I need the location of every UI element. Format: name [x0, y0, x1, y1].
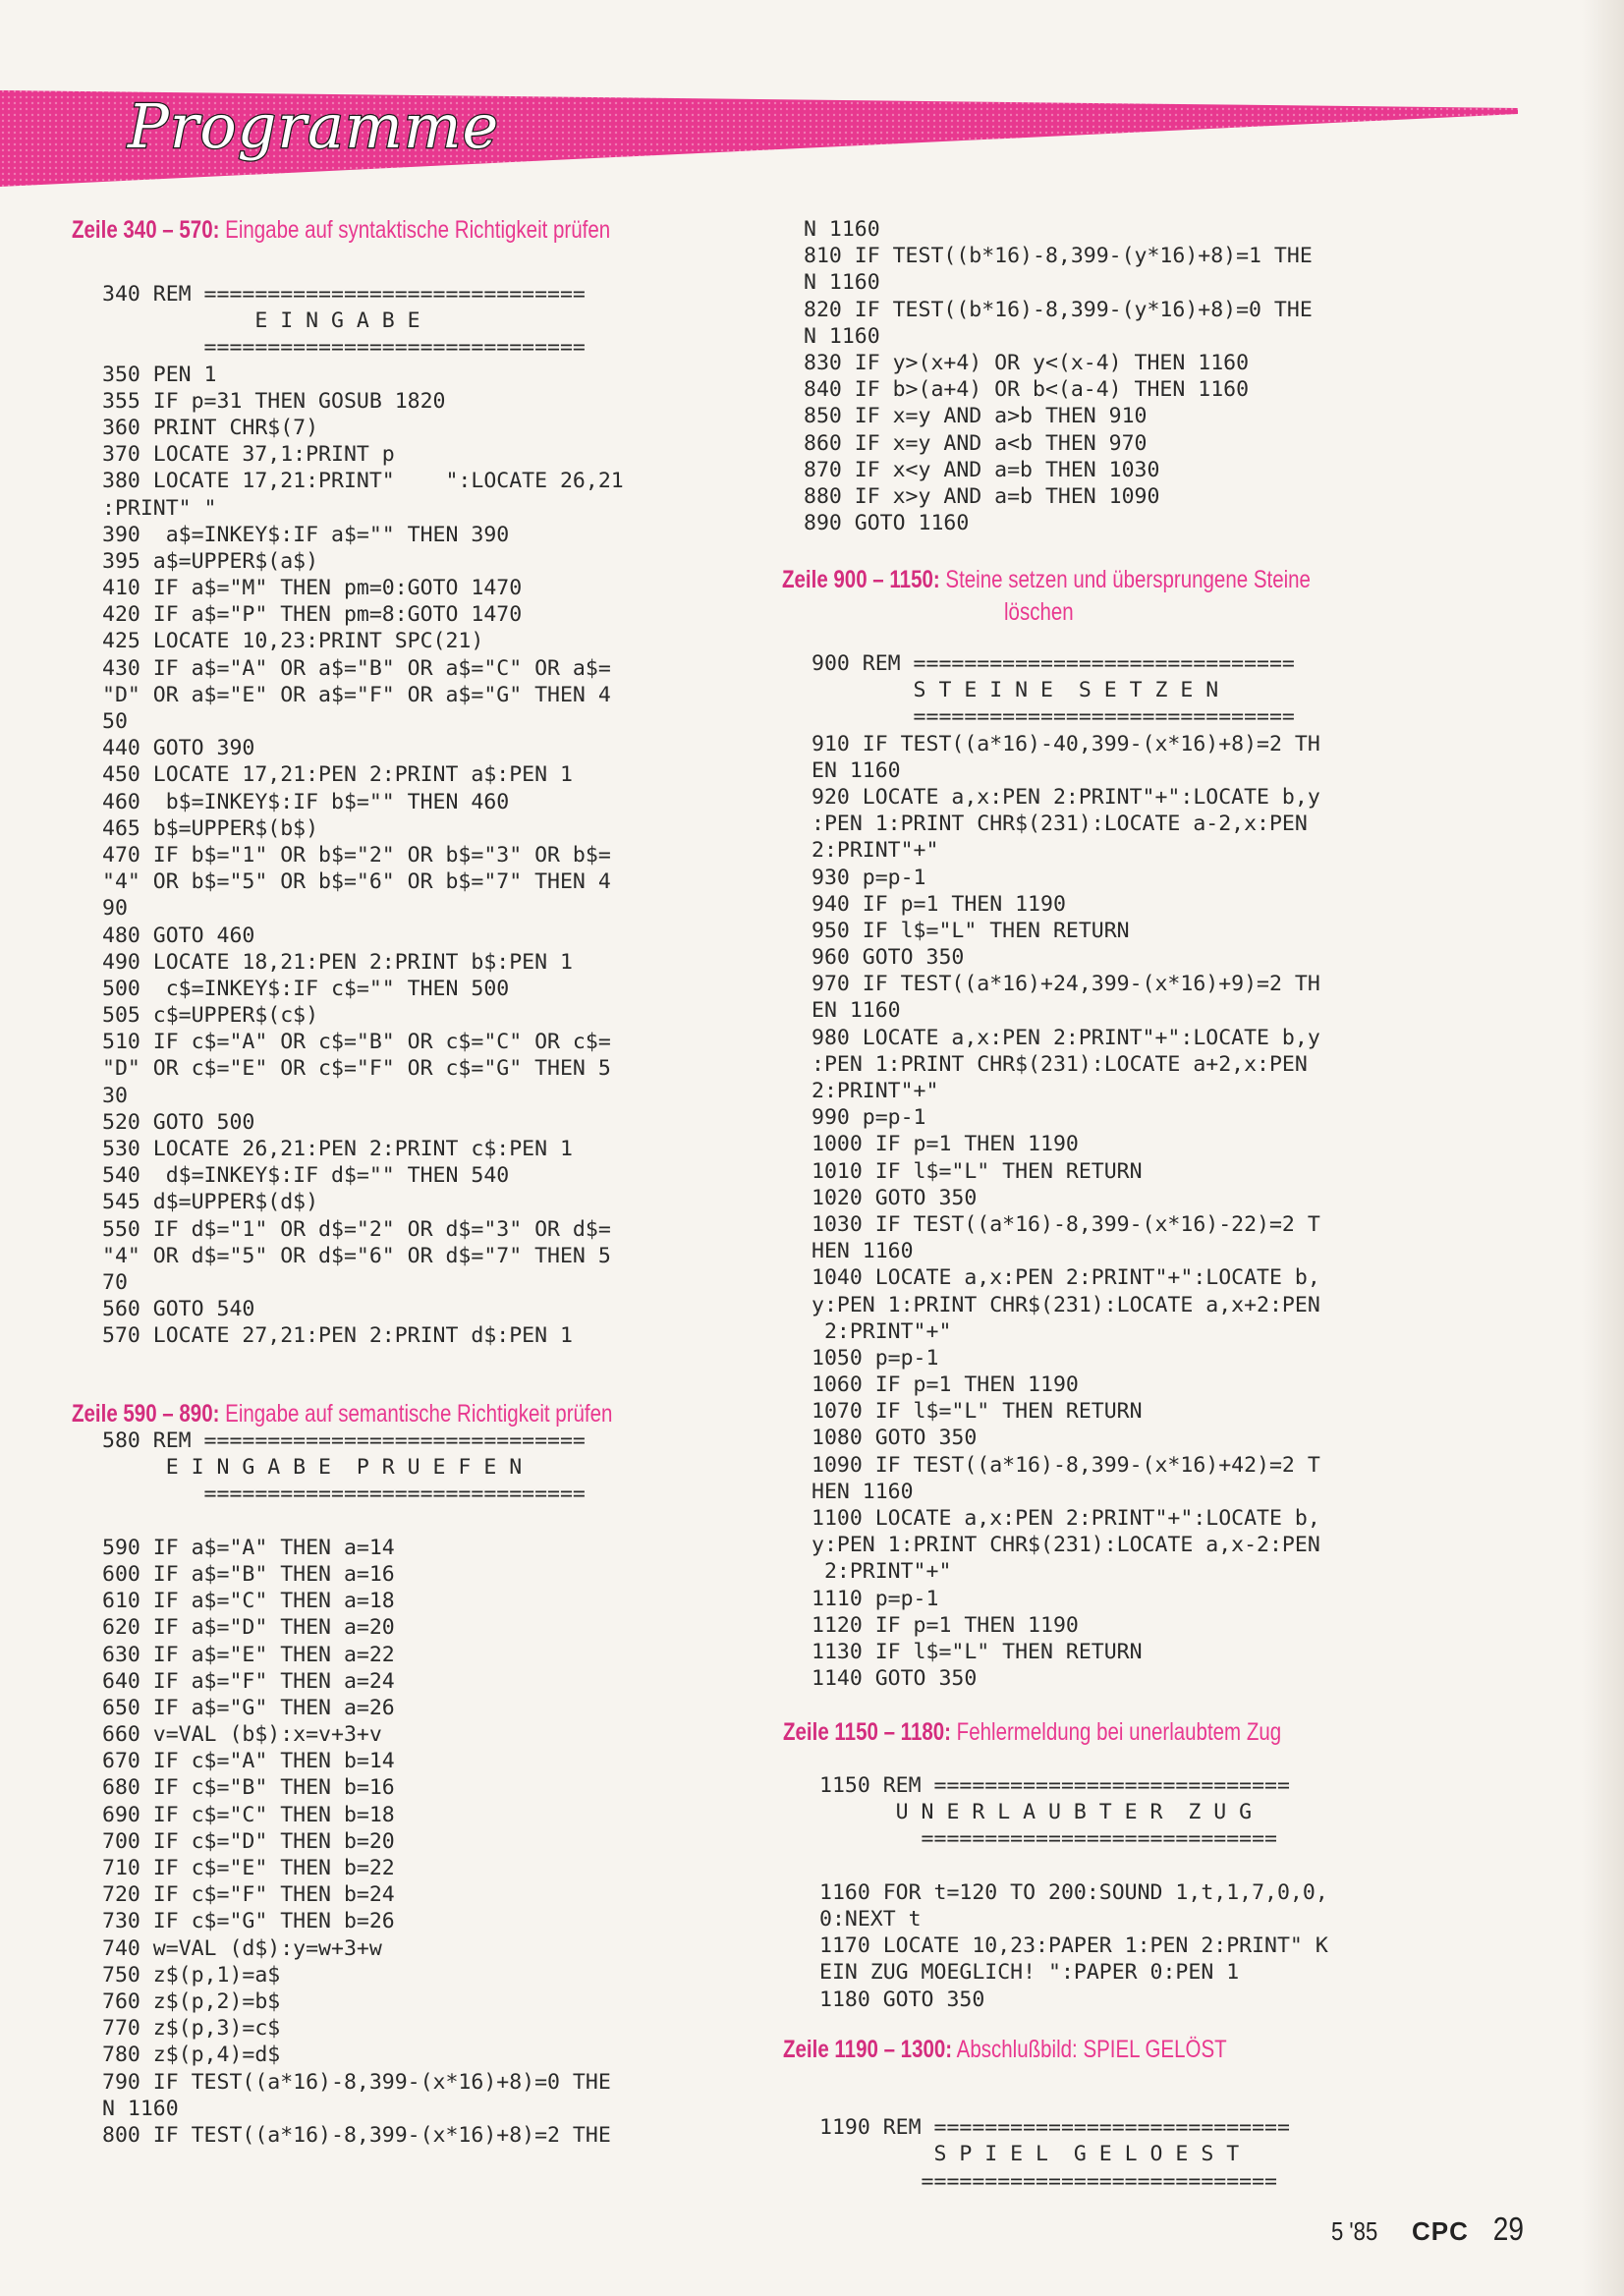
code-line: 1130 IF l$="L" THEN RETURN	[812, 1639, 1143, 1664]
code-line: 50	[102, 709, 128, 734]
code-block-3	[804, 216, 1313, 536]
code-line: 710 IF c$="E" THEN b=22	[102, 1856, 395, 1880]
code-line: 1170 LOCATE 10,23:PAPER 1:PEN 2:PRINT" K	[819, 1933, 1328, 1959]
code-block-2	[102, 1428, 611, 2149]
section-title: Programme	[128, 90, 500, 162]
heading-text: Eingabe auf semantische Richtigkeit prüfen	[225, 1400, 613, 1428]
code-line: 660 v=VAL (b$):x=v+3+v	[102, 1722, 382, 1748]
code-line: 510 IF c$="A" OR c$="B" OR c$="C" OR c$=	[102, 1030, 611, 1055]
heading-text: Abschlußbild: SPIEL GELÖST	[956, 2036, 1227, 2063]
code-line: 450 LOCATE 17,21:PEN 2:PRINT a$:PEN 1	[102, 762, 573, 788]
code-line	[819, 2088, 1290, 2114]
code-line: 570 LOCATE 27,21:PEN 2:PRINT d$:PEN 1	[102, 1323, 573, 1349]
code-line: E I N G A B E P R U E F E N	[102, 1455, 523, 1481]
heading-text: Eingabe auf syntaktische Richtigkeit prüfen	[225, 216, 611, 244]
page-footer	[1331, 2211, 1527, 2248]
code-line: 0:NEXT t	[819, 1906, 922, 1932]
magazine-name: CPC	[1412, 2216, 1469, 2246]
code-line: y:PEN 1:PRINT CHR$(231):LOCATE a,x-2:PEN	[812, 1533, 1320, 1558]
code-line: 750 z$(p,1)=a$	[102, 1962, 281, 1988]
code-line: ==============================	[812, 704, 1295, 730]
code-line: 360 PRINT CHR$(7)	[102, 415, 319, 440]
code-line: 700 IF c$="D" THEN b=20	[102, 1828, 395, 1854]
section-heading-4	[783, 1716, 1281, 1749]
code-line: 920 LOCATE a,x:PEN 2:PRINT"+":LOCATE b,y	[812, 784, 1320, 810]
code-block-4	[812, 650, 1320, 1692]
code-line: EN 1160	[812, 757, 901, 783]
code-line: 465 b$=UPPER$(b$)	[102, 815, 319, 841]
code-line: 425 LOCATE 10,23:PRINT SPC(21)	[102, 629, 484, 654]
code-line: 2:PRINT"+"	[812, 1559, 952, 1585]
heading-text: Fehlermeldung bei unerlaubtem Zug	[956, 1718, 1282, 1746]
code-line: E I N G A B E	[102, 308, 420, 334]
code-line: 1190 REM ============================	[819, 2115, 1290, 2141]
code-line: 505 c$=UPPER$(c$)	[102, 1003, 319, 1029]
issue-number: 5 '85	[1331, 2216, 1378, 2246]
code-line: 540 d$=INKEY$:IF d$="" THEN 540	[102, 1163, 510, 1189]
code-line: HEN 1160	[812, 1239, 914, 1264]
code-line: ==============================	[102, 335, 586, 361]
code-line	[102, 1508, 611, 1535]
code-line: 550 IF d$="1" OR d$="2" OR d$="3" OR d$=	[102, 1216, 611, 1242]
code-line: 1000 IF p=1 THEN 1190	[812, 1132, 1079, 1157]
code-line: 2:PRINT"+"	[812, 1079, 939, 1103]
page-edge	[1582, 0, 1624, 2296]
code-line: 545 d$=UPPER$(d$)	[102, 1190, 319, 1215]
code-line: 830 IF y>(x+4) OR y<(x-4) THEN 1160	[804, 350, 1250, 375]
code-line: 980 LOCATE a,x:PEN 2:PRINT"+":LOCATE b,y	[812, 1025, 1320, 1050]
code-line: S P I E L G E L O E S T	[819, 2142, 1240, 2167]
heading-label: Zeile 900 – 1150:	[782, 566, 940, 593]
code-line: 340 REM ==============================	[102, 282, 586, 307]
code-line: 1160 FOR t=120 TO 200:SOUND 1,t,1,7,0,0,	[819, 1879, 1328, 1905]
code-line: 530 LOCATE 26,21:PEN 2:PRINT c$:PEN 1	[102, 1137, 573, 1161]
code-line: 690 IF c$="C" THEN b=18	[102, 1802, 395, 1827]
code-line: 350 PEN 1	[102, 362, 217, 387]
code-line: 720 IF c$="F" THEN b=24	[102, 1882, 395, 1908]
code-line: :PEN 1:PRINT CHR$(231):LOCATE a-2,x:PEN	[812, 812, 1308, 837]
code-line: 420 IF a$="P" THEN pm=8:GOTO 1470	[102, 602, 523, 628]
code-line: 380 LOCATE 17,21:PRINT" ":LOCATE 26,21	[102, 469, 624, 494]
code-block-5	[819, 1772, 1328, 2013]
code-line: 355 IF p=31 THEN GOSUB 1820	[102, 388, 446, 414]
header-banner	[0, 0, 1624, 196]
code-line: 1030 IF TEST((a*16)-8,399-(x*16)-22)=2 T	[812, 1211, 1320, 1237]
code-line: 630 IF a$="E" THEN a=22	[102, 1642, 395, 1667]
code-line: N 1160	[804, 270, 880, 296]
code-line: 970 IF TEST((a*16)+24,399-(x*16)+9)=2 TH	[812, 972, 1320, 997]
heading-label: Zeile 340 – 570:	[72, 216, 220, 244]
heading-text: Steine setzen und übersprungene Steine	[945, 566, 1311, 593]
code-line: 490 LOCATE 18,21:PEN 2:PRINT b$:PEN 1	[102, 949, 573, 975]
code-line: 390 a$=INKEY$:IF a$="" THEN 390	[102, 522, 510, 547]
code-line: 770 z$(p,3)=c$	[102, 2016, 281, 2042]
code-line: 430 IF a$="A" OR a$="B" OR a$="C" OR a$=	[102, 655, 611, 681]
code-line: 840 IF b>(a+4) OR b<(a-4) THEN 1160	[804, 377, 1250, 403]
code-line: 1180 GOTO 350	[819, 1987, 985, 2012]
code-line: 1140 GOTO 350	[812, 1666, 978, 1692]
banner-left-block	[0, 90, 138, 187]
code-line: EIN ZUG MOEGLICH! ":PAPER 0:PEN 1	[819, 1960, 1240, 1986]
code-line: :PRINT" "	[102, 495, 217, 521]
section-heading-5	[783, 2034, 1227, 2066]
code-line: 620 IF a$="D" THEN a=20	[102, 1615, 395, 1641]
code-line: "4" OR b$="5" OR b$="6" OR b$="7" THEN 4	[102, 869, 611, 895]
code-line: 395 a$=UPPER$(a$)	[102, 548, 319, 574]
code-line: y:PEN 1:PRINT CHR$(231):LOCATE a,x+2:PEN	[812, 1292, 1320, 1317]
code-line: 1060 IF p=1 THEN 1190	[812, 1372, 1079, 1398]
code-line: :PEN 1:PRINT CHR$(231):LOCATE a+2,x:PEN	[812, 1051, 1308, 1077]
code-line: 1110 p=p-1	[812, 1586, 939, 1611]
code-line: 940 IF p=1 THEN 1190	[812, 891, 1066, 917]
code-line: 900 REM ==============================	[812, 651, 1295, 676]
code-line: 800 IF TEST((a*16)-8,399-(x*16)+8)=2 THE	[102, 2122, 611, 2148]
code-line: 520 GOTO 500	[102, 1109, 255, 1135]
code-line: HEN 1160	[812, 1479, 914, 1504]
code-line: 1080 GOTO 350	[812, 1426, 978, 1451]
code-line: 870 IF x<y AND a=b THEN 1030	[804, 457, 1160, 482]
code-line: 760 z$(p,2)=b$	[102, 1988, 281, 2014]
code-line: 70	[102, 1269, 128, 1295]
code-line: 740 w=VAL (d$):y=w+3+w	[102, 1935, 382, 1961]
section-heading-3-cont	[1004, 596, 1074, 629]
section-heading-1	[72, 214, 610, 247]
code-line: 950 IF l$="L" THEN RETURN	[812, 918, 1130, 943]
code-line: 930 p=p-1	[812, 865, 926, 890]
code-line: 1020 GOTO 350	[812, 1185, 978, 1210]
code-line: ============================	[819, 2168, 1277, 2194]
code-line: 960 GOTO 350	[812, 945, 965, 971]
code-line: 1090 IF TEST((a*16)-8,399-(x*16)+42)=2 T	[812, 1452, 1320, 1478]
code-line: 90	[102, 896, 128, 922]
code-line: 1120 IF p=1 THEN 1190	[812, 1612, 1079, 1638]
code-line: 470 IF b$="1" OR b$="2" OR b$="3" OR b$=	[102, 842, 611, 868]
code-line: N 1160	[804, 217, 880, 242]
code-line: 30	[102, 1083, 128, 1108]
code-line: 860 IF x=y AND a<b THEN 970	[804, 430, 1148, 456]
code-line: 730 IF c$="G" THEN b=26	[102, 1909, 395, 1934]
code-line: 1150 REM ============================	[819, 1773, 1290, 1798]
code-line: 560 GOTO 540	[102, 1297, 255, 1322]
code-line: "D" OR c$="E" OR c$="F" OR c$="G" THEN 5	[102, 1056, 611, 1082]
code-line: 780 z$(p,4)=d$	[102, 2043, 281, 2068]
code-line: 500 c$=INKEY$:IF c$="" THEN 500	[102, 976, 510, 1001]
code-line: 680 IF c$="B" THEN b=16	[102, 1775, 395, 1801]
code-line: 2:PRINT"+"	[812, 838, 939, 864]
code-line: "D" OR a$="E" OR a$="F" OR a$="G" THEN 4	[102, 682, 611, 707]
code-line: N 1160	[102, 2096, 179, 2121]
code-line: 820 IF TEST((b*16)-8,399-(y*16)+8)=0 THE	[804, 297, 1313, 322]
code-line: 370 LOCATE 37,1:PRINT p	[102, 442, 395, 468]
code-line: 1070 IF l$="L" THEN RETURN	[812, 1399, 1143, 1425]
code-line: ==============================	[102, 1482, 586, 1507]
code-line: 2:PRINT"+"	[812, 1318, 952, 1344]
code-line: U N E R L A U B T E R Z U G	[819, 1800, 1253, 1825]
code-line: 590 IF a$="A" THEN a=14	[102, 1535, 395, 1560]
code-line: 580 REM ==============================	[102, 1428, 586, 1453]
code-line: 440 GOTO 390	[102, 736, 255, 761]
code-line: 640 IF a$="F" THEN a=24	[102, 1668, 395, 1694]
heading-label: Zeile 1190 – 1300:	[783, 2036, 953, 2063]
code-line: S T E I N E S E T Z E N	[812, 678, 1219, 703]
code-line: 810 IF TEST((b*16)-8,399-(y*16)+8)=1 THE	[804, 244, 1313, 269]
code-line: N 1160	[804, 323, 880, 349]
code-line: 410 IF a$="M" THEN pm=0:GOTO 1470	[102, 576, 523, 601]
code-line: "4" OR d$="5" OR d$="6" OR d$="7" THEN 5	[102, 1243, 611, 1268]
code-line: 670 IF c$="A" THEN b=14	[102, 1749, 395, 1774]
code-line: 610 IF a$="C" THEN a=18	[102, 1589, 395, 1614]
code-block-6	[819, 2088, 1290, 2195]
code-line: ============================	[819, 1826, 1277, 1852]
heading-label: Zeile 590 – 890:	[72, 1400, 220, 1428]
code-line: 790 IF TEST((a*16)-8,399-(x*16)+8)=0 THE	[102, 2069, 611, 2095]
code-block-1	[102, 281, 624, 1350]
code-line: 460 b$=INKEY$:IF b$="" THEN 460	[102, 789, 510, 814]
section-heading-2	[72, 1398, 612, 1430]
code-line: 1100 LOCATE a,x:PEN 2:PRINT"+":LOCATE b,	[812, 1506, 1320, 1531]
code-line: 850 IF x=y AND a>b THEN 910	[804, 404, 1148, 429]
code-line: 890 GOTO 1160	[804, 511, 970, 536]
code-line: 1010 IF l$="L" THEN RETURN	[812, 1158, 1143, 1184]
code-line: 1050 p=p-1	[812, 1345, 939, 1371]
page-number: 29	[1493, 2211, 1525, 2247]
code-line: 910 IF TEST((a*16)-40,399-(x*16)+8)=2 TH	[812, 731, 1320, 756]
heading-text-2: löschen	[1004, 598, 1074, 626]
code-line	[819, 1853, 1328, 1879]
code-line: EN 1160	[812, 998, 901, 1024]
code-line: 990 p=p-1	[812, 1105, 926, 1131]
section-heading-3	[782, 564, 1311, 596]
heading-label: Zeile 1150 – 1180:	[783, 1718, 951, 1746]
code-line: 650 IF a$="G" THEN a=26	[102, 1695, 395, 1720]
code-line: 880 IF x>y AND a=b THEN 1090	[804, 483, 1160, 509]
code-line: 600 IF a$="B" THEN a=16	[102, 1561, 395, 1587]
code-line: 1040 LOCATE a,x:PEN 2:PRINT"+":LOCATE b,	[812, 1265, 1320, 1291]
code-line: 480 GOTO 460	[102, 923, 255, 948]
